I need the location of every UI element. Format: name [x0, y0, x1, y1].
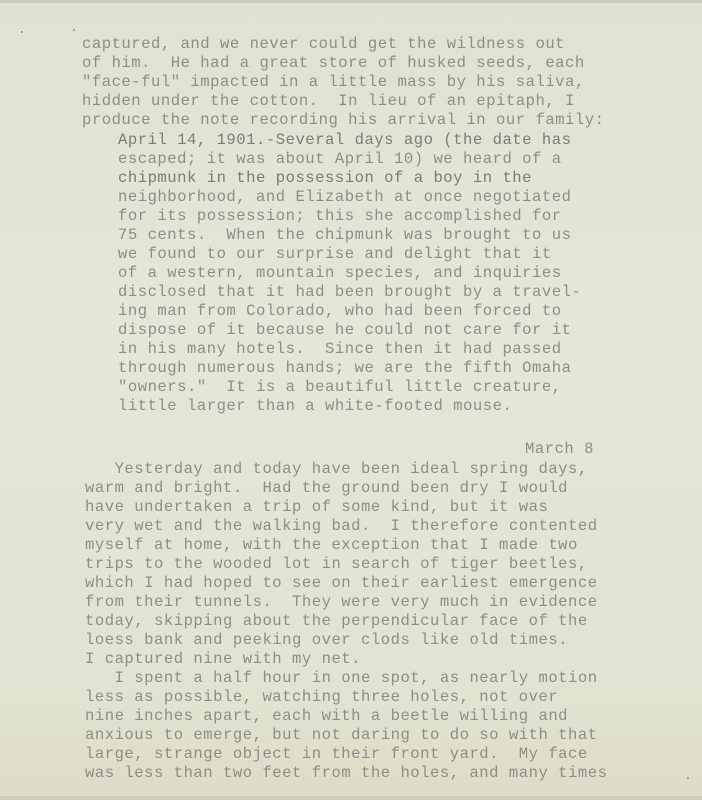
- quote-line: through numerous hands; we are the fifth Omaha: [118, 359, 572, 377]
- quote-line: neighborhood, and Elizabeth at once negotiated: [118, 188, 572, 206]
- quote-line: ing man from Colorado, who had been forced to: [118, 302, 562, 320]
- text-line: from their tunnels. They were very much in evidence: [85, 593, 598, 611]
- text-line: trips to the wooded lot in search of tiger beetles,: [85, 555, 588, 573]
- quote-line: dispose of it because he could not care for it: [118, 321, 572, 339]
- text-line: less as possible, watching three holes, not over: [85, 688, 559, 706]
- page-top-edge: [0, 0, 702, 3]
- paper-speck: [73, 29, 75, 31]
- paper-speck: [21, 31, 23, 33]
- text-line: captured, and we never could get the wildness out: [82, 35, 566, 53]
- text-line: Yesterday and today have been ideal spring days,: [85, 460, 588, 478]
- text-line: today, skipping about the perpendicular face of the: [85, 612, 588, 630]
- text-line: have undertaken a trip of some kind, but it was: [85, 498, 549, 516]
- paper-speck: [687, 777, 689, 779]
- text-line: large, strange object in their front yard. My face: [85, 745, 588, 763]
- text-line: "face-ful" impacted in a little mass by his saliva,: [82, 73, 585, 91]
- quote-line: in his many hotels. Since then it had passed: [118, 340, 562, 358]
- quote-line: we found to our surprise and delight that it: [118, 245, 552, 263]
- text-line: was less than two feet from the holes, and many times: [85, 764, 608, 782]
- text-line: anxious to emerge, but not daring to do so with that: [85, 726, 598, 744]
- text-line: which I had hoped to see on their earliest emergence: [85, 574, 598, 592]
- text-line: produce the note recording his arrival in our family:: [82, 111, 605, 129]
- text-line: very wet and the walking bad. I therefore contented: [85, 517, 598, 535]
- text-line: nine inches apart, each with a beetle willing and: [85, 707, 569, 725]
- text-line: I spent a half hour in one spot, as nearly motion: [85, 669, 598, 687]
- text-line: myself at home, with the exception that I made two: [85, 536, 578, 554]
- text-line: loess bank and peeking over clods like old times.: [85, 631, 569, 649]
- quote-line: of a western, mountain species, and inquiries: [118, 264, 562, 282]
- quote-line: 75 cents. When the chipmunk was brought to us: [118, 226, 572, 244]
- text-line: of him. He had a great store of husked seeds, each: [82, 54, 585, 72]
- text-line: hidden under the cotton. In lieu of an epitaph, I: [82, 92, 575, 110]
- quote-line: chipmunk in the possession of a boy in the: [118, 169, 533, 187]
- quote-line: disclosed that it had been brought by a travel-: [118, 283, 582, 301]
- entry-date: March 8: [525, 440, 595, 458]
- quote-line: "owners." It is a beautiful little creature,: [118, 378, 562, 396]
- quote-line: escaped; it was about April 10) we heard of a: [118, 150, 562, 168]
- quote-line: for its possession; this she accomplished for: [118, 207, 562, 225]
- text-line: I captured nine with my net.: [85, 650, 362, 668]
- quote-line: April 14, 1901.-Several days ago (the date has: [118, 131, 572, 149]
- quote-line: little larger than a white-footed mouse.: [118, 397, 513, 415]
- page-bottom-edge: [0, 796, 702, 800]
- text-line: warm and bright. Had the ground been dry I would: [85, 479, 569, 497]
